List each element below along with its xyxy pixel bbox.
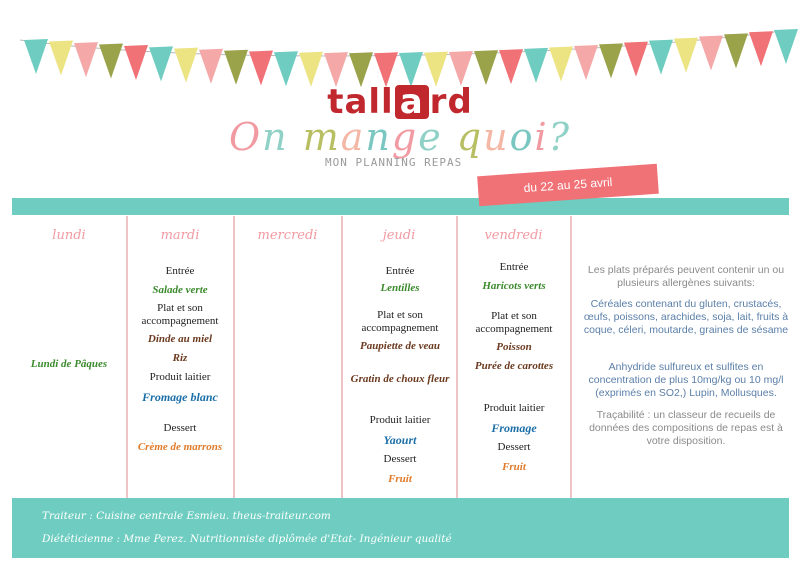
column-divider — [233, 216, 235, 498]
dish: Gratin de choux fleur — [350, 373, 450, 385]
bunting-flag — [774, 29, 798, 64]
column-divider — [456, 216, 458, 498]
slogan-letter: a — [340, 115, 366, 159]
bunting-flag — [99, 44, 123, 79]
bunting-flag — [174, 48, 198, 83]
bunting-flag — [74, 42, 98, 77]
slogan-letter: n — [365, 115, 392, 159]
course-label: Produit laitier — [483, 402, 545, 414]
page-subtitle: MON PLANNING REPAS — [325, 156, 463, 169]
dish: Purée de carottes — [474, 360, 554, 372]
slogan-letter: O — [228, 115, 263, 159]
dish: Paupiette de veau — [359, 340, 441, 352]
bunting-flag — [224, 50, 248, 85]
bunting-flag — [724, 33, 748, 68]
column-divider — [341, 216, 343, 498]
bunting-flag — [124, 45, 148, 80]
holiday-label: Lundi de Pâques — [30, 358, 108, 370]
menu-column-mardi — [130, 216, 230, 498]
slogan-letter: o — [509, 115, 535, 159]
slogan-letter: g — [391, 115, 419, 159]
bunting-flag — [199, 49, 223, 84]
menu-column-vendredi — [462, 216, 566, 498]
day-header-mercredi: mercredi — [257, 228, 318, 243]
allergen-intro: Les plats préparés peuvent contenir un ou plusieurs allergènes suivants: — [587, 264, 785, 289]
course-label: Dessert — [163, 422, 197, 434]
day-header-jeudi: jeudi — [382, 228, 416, 243]
bunting-flag — [699, 36, 723, 71]
dish: Haricots verts — [482, 280, 546, 292]
dish: Fromage — [491, 421, 537, 435]
bunting-flag — [249, 51, 273, 86]
course-label: Entrée — [385, 265, 415, 277]
bunting-flag — [449, 51, 473, 86]
bunting-flag — [524, 48, 548, 83]
bunting-flag — [149, 46, 173, 81]
bunting-flag — [749, 31, 773, 66]
caterer-info: Traiteur : Cuisine centrale Esmieu. theus-traiteur.com — [42, 510, 331, 522]
column-divider — [126, 216, 128, 498]
slogan-letter: i — [534, 115, 549, 159]
dish: Crème de marrons — [137, 441, 223, 453]
allergen-list-main: Céréales contenant du gluten, crustacés, œufs, poissons, arachides, soja, lait, fruits à coque, céleri, moutarde, graines de sésame — [583, 298, 789, 336]
traceability-note: Traçabilité : un classeur de recueils de données des compositions de repas est à votre disposition. — [589, 409, 783, 447]
dish: Fruit — [388, 473, 412, 485]
bunting-flag — [599, 43, 623, 78]
day-header-lundi: lundi — [52, 228, 86, 243]
menu-column-jeudi — [348, 216, 452, 498]
course-label: Dessert — [383, 453, 417, 465]
bunting-flag — [674, 38, 698, 73]
dish: Fruit — [502, 461, 526, 473]
course-label: Produit laitier — [369, 414, 431, 426]
day-header-mardi: mardi — [160, 228, 200, 243]
dish: Yaourt — [383, 433, 417, 447]
bunting-flag — [549, 47, 573, 82]
slogan — [0, 114, 800, 160]
slogan-letter: e — [418, 115, 443, 159]
course-label: Plat et son accompagnement — [475, 310, 553, 335]
day-header-vendredi: vendredi — [484, 228, 543, 243]
dish: Riz — [172, 352, 188, 364]
bunting-flag — [474, 50, 498, 85]
allergen-list-secondary: Anhydride sulfureux et sulfites en concentration de plus 10mg/kg ou 10 mg/l (exprimés en SO2,) Lupin, Mollusques. — [588, 361, 784, 399]
dish: Poisson — [496, 341, 532, 353]
course-label: Entrée — [165, 265, 195, 277]
menu-column-lundi — [14, 216, 124, 498]
slogan-letter: m — [302, 115, 341, 159]
bunting-flag — [24, 39, 48, 74]
bunting-flag — [274, 51, 298, 86]
bunting-flag — [624, 42, 648, 77]
logo-highlight-letter: a — [395, 85, 429, 119]
course-label: Entrée — [499, 261, 529, 273]
bunting-flag — [649, 40, 673, 75]
tallard-logo: tall a rd — [327, 82, 473, 122]
dish: Salade verte — [152, 284, 208, 296]
column-divider — [570, 216, 572, 498]
footer-band — [12, 498, 789, 558]
course-label: Plat et son accompagnement — [141, 302, 219, 327]
dish: Lentilles — [380, 282, 420, 294]
bunting-flag — [574, 45, 598, 80]
bunting-flag — [499, 49, 523, 84]
slogan-letter: n — [262, 115, 289, 159]
slogan-letter — [443, 114, 457, 160]
slogan-letter: q — [456, 115, 484, 159]
course-label: Dessert — [497, 441, 531, 453]
slogan-letter: u — [483, 115, 510, 159]
dish: Dinde au miel — [147, 333, 213, 345]
course-label: Plat et son accompagnement — [361, 309, 439, 334]
bunting-flag — [49, 41, 73, 76]
course-label: Produit laitier — [149, 371, 211, 383]
dietitian-info: Diététicienne : Mme Perez. Nutritionniste diplômée d'Etat- Ingénieur qualité — [42, 533, 452, 545]
slogan-letter: ? — [548, 115, 572, 159]
date-range-badge: du 22 au 25 avril — [477, 164, 659, 206]
top-banner — [12, 198, 789, 215]
slogan-letter — [289, 114, 303, 160]
dish: Fromage blanc — [142, 390, 218, 404]
